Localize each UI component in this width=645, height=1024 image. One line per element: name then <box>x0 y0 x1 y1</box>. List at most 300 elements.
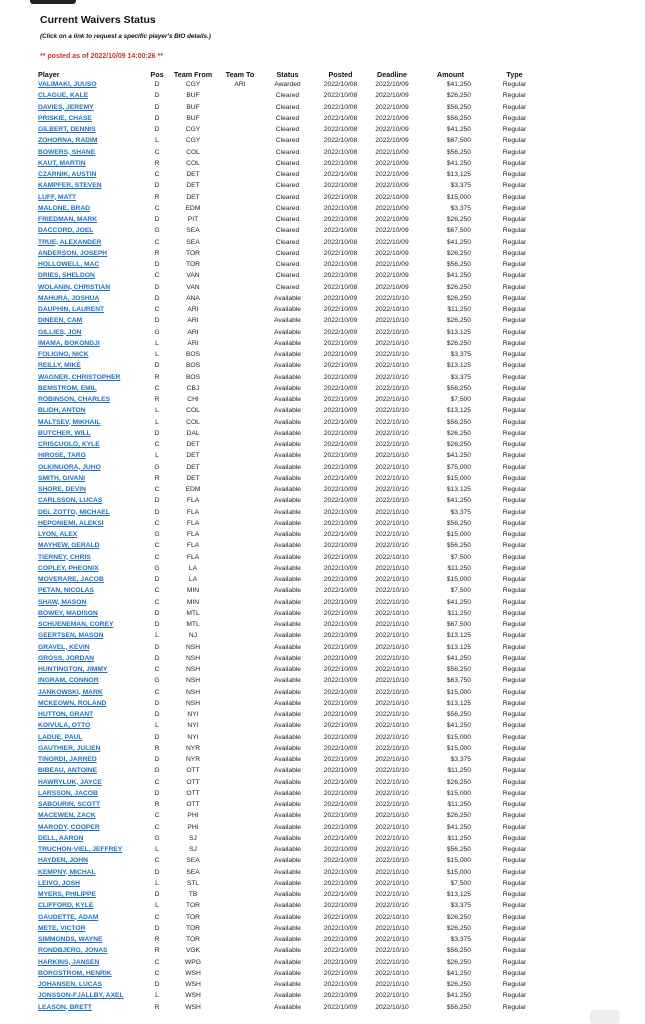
position: D <box>154 868 160 876</box>
table-row <box>38 619 546 630</box>
player-link[interactable]: BUTCHER, WILL <box>38 429 91 437</box>
status: Available <box>273 879 302 887</box>
status: Available <box>273 441 302 448</box>
deadline-date: 2022/10/10 <box>375 789 409 797</box>
player-link[interactable]: JANKOWSKI, MARK <box>38 688 103 696</box>
status: Available <box>273 294 302 302</box>
player-link[interactable]: DINEEN, CAM <box>38 317 83 325</box>
status: Available <box>273 384 302 392</box>
table-row <box>38 957 546 968</box>
position: L <box>155 846 159 853</box>
table-row <box>38 979 546 990</box>
position: G <box>154 564 160 572</box>
position: D <box>154 92 160 100</box>
amount: $3,375 <box>450 182 471 190</box>
player-link[interactable]: WOLANIN, CHRISTIAN <box>38 283 111 291</box>
posted-date: 2022/10/09 <box>323 486 358 493</box>
player-link[interactable]: ANDERSON, JOSEPH <box>38 249 108 257</box>
amount: $15,000 <box>446 744 471 752</box>
amount: $15,000 <box>446 531 471 538</box>
position: R <box>154 396 160 403</box>
posted-date: 2022/10/08 <box>323 92 358 100</box>
player-link[interactable]: SCHUENEMAN, COREY <box>38 621 114 628</box>
team-from: TOR <box>186 249 200 257</box>
deadline-date: 2022/10/10 <box>375 868 409 876</box>
player-link[interactable]: MOVERARE, JACOB <box>38 576 104 583</box>
waiver-type: Regular <box>502 171 527 178</box>
waiver-type: Regular <box>502 688 527 696</box>
player-link[interactable]: GEERTSEN, MASON <box>38 632 104 640</box>
posted-date: 2022/10/09 <box>323 587 358 595</box>
deadline-date: 2022/10/10 <box>375 294 409 302</box>
deadline-date: 2022/10/10 <box>375 902 409 910</box>
player-link[interactable]: KAUT, MARTIN <box>38 159 86 167</box>
team-from: ARI <box>187 306 199 313</box>
posted-date: 2022/10/09 <box>323 598 358 606</box>
player-link[interactable]: VALIMAKI, JUUSO <box>38 81 97 88</box>
posted-date: 2022/10/09 <box>323 351 358 358</box>
player-link[interactable]: TRUE, ALEXANDER <box>38 238 102 246</box>
posted-date: 2022/10/09 <box>323 857 358 865</box>
waiver-type: Regular <box>502 643 527 651</box>
team-from: DAL <box>186 429 200 437</box>
team-to <box>220 394 260 405</box>
player-link[interactable]: GILBERT, DENNIS <box>38 126 96 133</box>
status: Available <box>273 744 302 752</box>
status: Available <box>273 508 302 516</box>
position: D <box>154 711 160 718</box>
waiver-type: Regular <box>502 947 527 955</box>
waiver-type: Regular <box>502 936 527 943</box>
status: Cleared <box>275 272 300 280</box>
player-link[interactable]: LEASON, BRETT <box>38 1003 92 1011</box>
table-row <box>38 124 546 135</box>
status: Available <box>273 654 302 662</box>
team-from: COL <box>186 418 200 426</box>
amount: $41,250 <box>446 654 471 662</box>
player-link[interactable]: KEMPNY, MICHAL <box>38 868 96 876</box>
table-row <box>38 360 546 371</box>
team-to <box>220 619 260 630</box>
player-link[interactable]: DELL, AARON <box>38 834 84 842</box>
team-to <box>220 990 260 1001</box>
amount: $41,250 <box>446 126 471 133</box>
amount: $11,250 <box>447 609 471 617</box>
table-row <box>38 147 546 158</box>
team-from: MTL <box>186 621 200 628</box>
table-row <box>38 315 546 326</box>
posted-date: 2022/10/09 <box>323 756 358 763</box>
player-link[interactable]: MARODY, COOPER <box>38 823 100 831</box>
status: Available <box>273 373 302 381</box>
player-link[interactable]: BORGSTROM, HENRIK <box>38 969 112 977</box>
team-to <box>220 720 260 731</box>
position: D <box>154 497 160 505</box>
amount: $3,375 <box>450 902 471 910</box>
status: Available <box>273 339 302 347</box>
position: G <box>154 834 160 842</box>
player-link[interactable]: FOLIGNO, NICK <box>38 351 89 358</box>
amount: $26,250 <box>446 441 471 448</box>
team-to <box>220 968 260 979</box>
player-link[interactable]: JOHANSEN, LUCAS <box>38 981 102 988</box>
player-link[interactable]: SMITH, GIVANI <box>38 474 86 482</box>
position: L <box>155 879 159 887</box>
table-row <box>38 777 546 788</box>
deadline-date: 2022/10/09 <box>375 272 409 280</box>
table-row <box>38 507 546 518</box>
status: Available <box>273 924 302 932</box>
player-link[interactable]: SHORE, DEVIN <box>38 486 86 493</box>
position: D <box>154 81 160 88</box>
player-link[interactable]: OLKINUORA, JUHO <box>38 463 101 471</box>
status: Available <box>273 1003 302 1011</box>
posted-date: 2022/10/09 <box>323 621 358 628</box>
team-to <box>220 563 260 574</box>
page-subtitle: (Click on a link to request a specific player's BIO details.) <box>40 33 211 40</box>
team-from: MTL <box>186 609 200 617</box>
deadline-date: 2022/10/10 <box>375 969 409 977</box>
table-row <box>38 855 546 866</box>
player-link[interactable]: TINORDI, JARRED <box>38 756 97 763</box>
table-row <box>38 90 546 101</box>
status: Available <box>273 598 302 606</box>
deadline-date: 2022/10/10 <box>375 1003 409 1011</box>
player-link[interactable]: LADUE, PAUL <box>38 733 83 741</box>
waiver-type: Regular <box>502 981 527 988</box>
player-link[interactable]: CLIFFORD, KYLE <box>38 902 94 910</box>
player-link[interactable]: HUTTON, GRANT <box>38 711 94 718</box>
deadline-date: 2022/10/10 <box>375 801 409 808</box>
posted-date: 2022/10/09 <box>323 654 358 662</box>
player-link[interactable]: MAYHEW, GERALD <box>38 542 100 550</box>
deadline-date: 2022/10/10 <box>375 711 409 718</box>
posted-date: 2022/10/09 <box>323 801 358 808</box>
team-from: FLA <box>186 531 200 538</box>
deadline-date: 2022/10/09 <box>375 103 409 111</box>
team-to <box>220 732 260 743</box>
position: D <box>154 216 160 223</box>
player-link[interactable]: COPLEY, PHEONIX <box>38 564 99 572</box>
team-from: TOR <box>186 936 200 943</box>
team-from: TOR <box>186 902 200 910</box>
player-link[interactable]: ROBINSON, CHARLES <box>38 396 111 403</box>
deadline-date: 2022/10/09 <box>375 92 409 100</box>
player-link[interactable]: HOLLOWELL, MAC <box>38 261 100 268</box>
team-from: SEA <box>186 238 200 246</box>
posted-date: 2022/10/09 <box>323 373 358 381</box>
amount: $13,125 <box>446 486 471 493</box>
status: Available <box>273 981 302 988</box>
status: Available <box>273 564 302 572</box>
player-link[interactable]: MYERS, PHILIPPE <box>38 891 96 898</box>
team-to <box>220 225 260 236</box>
team-from: DET <box>186 474 200 482</box>
team-from: SEA <box>186 868 200 876</box>
position: G <box>154 227 160 235</box>
player-link[interactable]: TRUCHON-VIEL, JEFFREY <box>38 846 123 853</box>
team-from: TOR <box>186 261 200 268</box>
column-header-player: Player <box>38 69 60 79</box>
status: Available <box>273 936 302 943</box>
waiver-type: Regular <box>502 722 527 730</box>
status: Cleared <box>275 171 300 178</box>
status: Available <box>273 463 302 471</box>
team-to <box>220 147 260 158</box>
team-to <box>220 810 260 821</box>
team-to <box>220 867 260 878</box>
player-link[interactable]: IMAMA, BOKONDJI <box>38 339 100 347</box>
posted-date: 2022/10/08 <box>323 137 358 145</box>
deadline-date: 2022/10/10 <box>375 384 409 392</box>
table-row <box>38 180 546 191</box>
position: L <box>155 992 159 1000</box>
page-title: Current Waivers Status <box>40 14 156 26</box>
amount: $7,500 <box>450 879 471 887</box>
team-from: WPG <box>185 958 201 966</box>
player-link[interactable]: WAGNER, CHRISTOPHER <box>38 373 121 381</box>
player-link[interactable]: KAMPFER, STEVEN <box>38 182 102 190</box>
status: Available <box>273 666 302 673</box>
amount: $13,125 <box>446 171 471 178</box>
waiver-type: Regular <box>502 261 527 268</box>
player-link[interactable]: DACCORD, JOEL <box>38 227 94 235</box>
player-link[interactable]: DEL ZOTTO, MICHAEL <box>38 508 110 516</box>
player-link[interactable]: BIBEAU, ANTOINE <box>38 767 98 775</box>
amount: $26,250 <box>446 92 471 100</box>
player-link[interactable]: MALONE, BRAD <box>38 204 91 212</box>
team-to <box>220 248 260 259</box>
team-from: FLA <box>186 553 200 561</box>
player-link[interactable]: BEMSTROM, EMIL <box>38 384 97 392</box>
position: D <box>154 789 160 797</box>
posted-date: 2022/10/09 <box>323 677 358 685</box>
waiver-type: Regular <box>502 407 527 415</box>
table-row <box>38 878 546 889</box>
position: D <box>154 654 160 662</box>
deadline-date: 2022/10/10 <box>375 632 409 640</box>
team-to <box>220 304 260 315</box>
player-link[interactable]: SIMMONDS, WAYNE <box>38 936 103 943</box>
waiver-type: Regular <box>502 666 527 673</box>
position: C <box>154 171 160 178</box>
amount: $13,125 <box>446 632 471 640</box>
amount: $26,250 <box>446 317 471 325</box>
player-link[interactable]: GRAVEL, KEVIN <box>38 643 90 651</box>
team-to <box>220 349 260 360</box>
team-to <box>220 192 260 203</box>
player-link[interactable]: TIERNEY, CHRIS <box>38 553 91 561</box>
amount: $15,000 <box>446 576 471 583</box>
waiver-type: Regular <box>502 283 527 291</box>
posted-date: 2022/10/09 <box>323 317 358 325</box>
player-link[interactable]: GILLIES, JON <box>38 328 82 336</box>
position: R <box>154 159 160 167</box>
player-link[interactable]: HAWRYLUK, JAYCE <box>38 778 102 786</box>
column-header-status: Status <box>276 69 299 79</box>
team-from: PHI <box>187 812 199 820</box>
deadline-date: 2022/10/10 <box>375 598 409 606</box>
column-header-type: Type <box>506 69 523 79</box>
posted-date: 2022/10/09 <box>323 339 358 347</box>
player-link[interactable]: LYON, ALEX <box>38 531 78 538</box>
deadline-date: 2022/10/09 <box>375 171 409 178</box>
status: Available <box>273 834 302 842</box>
player-link[interactable]: LUFF, MATT <box>38 193 77 201</box>
player-link[interactable]: GROSS, JORDAN <box>38 654 95 662</box>
deadline-date: 2022/10/10 <box>375 846 409 853</box>
posted-date: 2022/10/09 <box>323 508 358 516</box>
table-row <box>38 563 546 574</box>
player-link[interactable]: KOIVULA, OTTO <box>38 722 91 730</box>
table-row <box>38 158 546 169</box>
table-row <box>38 653 546 664</box>
posted-date: 2022/10/08 <box>323 272 358 280</box>
deadline-date: 2022/10/10 <box>375 463 409 471</box>
player-link[interactable]: SHAW, MASON <box>38 598 87 606</box>
waiver-type: Regular <box>502 294 527 302</box>
player-link[interactable]: DAUPHIN, LAURENT <box>38 306 105 313</box>
player-link[interactable]: GAUDETTE, ADAM <box>38 913 99 921</box>
waiver-type: Regular <box>502 452 527 460</box>
waiver-type: Regular <box>502 463 527 471</box>
player-link[interactable]: RONDBJERG, JONAS <box>38 947 108 955</box>
table-row <box>38 135 546 146</box>
team-from: ARI <box>187 339 199 347</box>
player-link[interactable]: GAUTHIER, JULIEN <box>38 744 101 752</box>
status: Available <box>273 969 302 977</box>
player-link[interactable]: BOWERS, SHANE <box>38 148 96 156</box>
player-link[interactable]: HAYDEN, JOHN <box>38 857 88 865</box>
position: C <box>154 958 160 966</box>
player-link[interactable]: MCKEOWN, ROLAND <box>38 699 107 707</box>
posted-date: 2022/10/09 <box>323 542 358 550</box>
posted-date: 2022/10/09 <box>323 902 358 910</box>
amount: $11,250 <box>447 767 471 775</box>
team-from: OTT <box>186 778 200 786</box>
player-link[interactable]: CLAGUE, KALE <box>38 92 89 100</box>
team-from: NYR <box>185 756 201 763</box>
status: Available <box>273 688 302 696</box>
waiver-type: Regular <box>502 767 527 775</box>
table-row <box>38 732 546 743</box>
team-to <box>220 259 260 270</box>
waiver-type: Regular <box>502 531 527 538</box>
team-to <box>220 799 260 810</box>
player-link[interactable]: INGRAM, CONNOR <box>38 677 99 685</box>
team-to <box>220 585 260 596</box>
amount: $41,250 <box>446 823 471 831</box>
player-link[interactable]: SABOURIN, SCOTT <box>38 801 101 808</box>
player-link[interactable]: HUNTINGTON, JIMMY <box>38 666 108 673</box>
team-from: FLA <box>186 497 200 505</box>
deadline-date: 2022/10/10 <box>375 339 409 347</box>
position: L <box>155 418 159 426</box>
amount: $26,250 <box>446 339 471 347</box>
player-link[interactable]: HEPONIEMI, ALEKSI <box>38 519 104 527</box>
table-row <box>38 225 546 236</box>
player-link[interactable]: BOWEY, MADISON <box>38 609 98 617</box>
amount: $41,250 <box>446 722 471 730</box>
column-header-pos: Pos <box>150 69 164 79</box>
player-link[interactable]: JONSSON-FJALLBY, AXEL <box>38 992 124 1000</box>
team-from: NYI <box>187 722 199 730</box>
player-link[interactable]: LARSSON, JACOB <box>38 789 98 797</box>
player-link[interactable]: PRISKIE, CHASE <box>38 114 92 122</box>
player-link[interactable]: BLIDH, ANTON <box>38 407 86 415</box>
deadline-date: 2022/10/10 <box>375 362 409 370</box>
deadline-date: 2022/10/10 <box>375 981 409 988</box>
status: Available <box>273 756 302 763</box>
player-link[interactable]: DRIES, SHELDON <box>38 272 95 280</box>
position: D <box>154 508 160 516</box>
player-link[interactable]: MAHURA, JOSHUA <box>38 294 100 302</box>
team-to <box>220 1002 260 1013</box>
deadline-date: 2022/10/10 <box>375 677 409 685</box>
posted-date: 2022/10/08 <box>323 283 358 291</box>
player-link[interactable]: REILLY, MIKE <box>38 362 81 370</box>
share-icon[interactable] <box>590 1010 620 1024</box>
player-link[interactable]: MACEWEN, ZACK <box>38 812 96 820</box>
deadline-date: 2022/10/10 <box>375 891 409 898</box>
amount: $26,250 <box>446 812 471 820</box>
table-row <box>38 540 546 551</box>
team-from: ANA <box>186 294 200 302</box>
player-link[interactable]: DAVIES, JEREMY <box>38 103 94 111</box>
amount: $41,250 <box>446 598 471 606</box>
deadline-date: 2022/10/10 <box>375 474 409 482</box>
table-row <box>38 338 546 349</box>
player-link[interactable]: CARLSSON, LUCAS <box>38 497 103 505</box>
team-from: PHI <box>187 823 199 831</box>
waiver-type: Regular <box>502 857 527 865</box>
player-link[interactable]: PETAN, NICOLAS <box>38 587 94 595</box>
player-link[interactable]: HARKINS, JANSEN <box>38 958 100 966</box>
player-link[interactable]: FRIEDMAN, MARK <box>38 216 98 223</box>
status: Available <box>273 531 302 538</box>
position: C <box>154 542 160 550</box>
amount: $41,250 <box>446 159 471 167</box>
status: Available <box>273 913 302 921</box>
posted-date: 2022/10/08 <box>323 126 358 133</box>
position: L <box>155 452 159 460</box>
table-row <box>38 822 546 833</box>
amount: $13,125 <box>446 699 471 707</box>
player-link[interactable]: HIROSE, TARO <box>38 452 86 460</box>
team-from: WSH <box>185 981 201 988</box>
team-from: BUF <box>186 92 200 100</box>
deadline-date: 2022/10/10 <box>375 924 409 932</box>
team-from: SJ <box>189 846 197 853</box>
table-row <box>38 248 546 259</box>
team-from: CGY <box>185 137 201 145</box>
deadline-date: 2022/10/10 <box>375 778 409 786</box>
player-link[interactable]: MALTSEV, MIKHAIL <box>38 418 101 426</box>
player-link[interactable]: METE, VICTOR <box>38 924 86 932</box>
player-link[interactable]: CZARNIK, AUSTIN <box>38 171 97 178</box>
team-from: NSH <box>185 677 201 685</box>
player-link[interactable]: CRISCUOLO, KYLE <box>38 441 100 448</box>
player-link[interactable]: ZOHORNA, RADIM <box>38 137 98 145</box>
team-to <box>220 270 260 281</box>
position: C <box>154 519 160 527</box>
position: D <box>154 733 160 741</box>
team-from: MIN <box>186 598 200 606</box>
player-link[interactable]: LEIVO, JOSH <box>38 879 80 887</box>
table-row <box>38 788 546 799</box>
posted-date: 2022/10/09 <box>323 958 358 966</box>
table-row <box>38 990 546 1001</box>
